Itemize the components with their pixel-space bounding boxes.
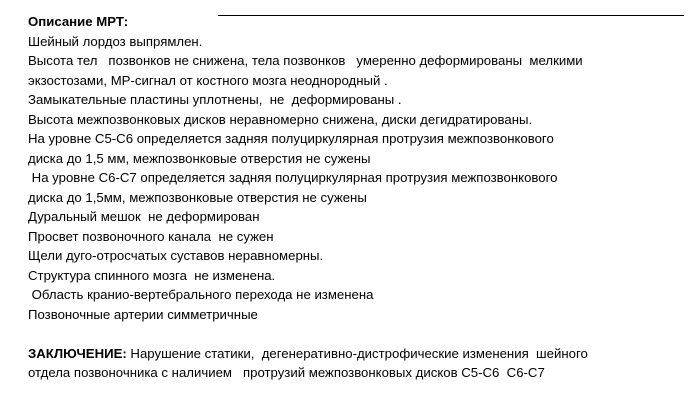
conclusion-label: ЗАКЛЮЧЕНИЕ: <box>28 345 127 361</box>
description-line: диска до 1,5мм, межпозвонковые отверстия не сужены <box>28 189 367 205</box>
description-line: экзостозами, МР-сигнал от костного мозга неоднородный . <box>28 72 388 88</box>
description-line: Замыкательные пластины уплотнены, не деформированы . <box>28 92 402 107</box>
section-spacer <box>28 324 683 344</box>
description-line: На уровне С6-С7 определяется задняя полуциркулярная протрузия межпозвонкового <box>28 170 558 185</box>
mri-report <box>28 12 683 383</box>
description-line: Позвоночные артерии симметричные <box>28 306 258 322</box>
description-line: Высота тел позвонков не снижена, тела позвонков умеренно деформированы мелкими <box>28 53 583 68</box>
description-line: Щели дуго-отросчатых суставов неравномерны. <box>28 248 324 263</box>
description-line: Высота межпозвонковых дисков неравномерно снижена, диски дегидратированы. <box>28 111 533 127</box>
description-line: Дуральный мешок не деформирован <box>28 209 260 224</box>
description-line: Просвет позвоночного канала не сужен <box>28 228 274 244</box>
description-line: На уровне С5-С6 определяется задняя полуциркулярная протрузия межпозвонкового <box>28 131 554 146</box>
conclusion-line-1 <box>28 344 683 364</box>
description-line: Область кранио-вертебрального перехода не изменена <box>28 287 374 302</box>
description-line: Структура спинного мозга не изменена. <box>28 267 276 283</box>
conclusion-text: Нарушение статики, дегенеративно-дистрофические изменения шейного <box>126 345 588 361</box>
description-line: диска до 1,5 мм, межпозвонковые отверстия не сужены <box>28 150 371 166</box>
description-line: Шейный лордоз выпрямлен. <box>28 33 203 49</box>
description-heading: Описание МРТ: <box>28 14 129 29</box>
conclusion-line-2: отдела позвоночника с наличием протрузий межпозвонковых дисков С5-С6 С6-С7 <box>28 365 545 380</box>
